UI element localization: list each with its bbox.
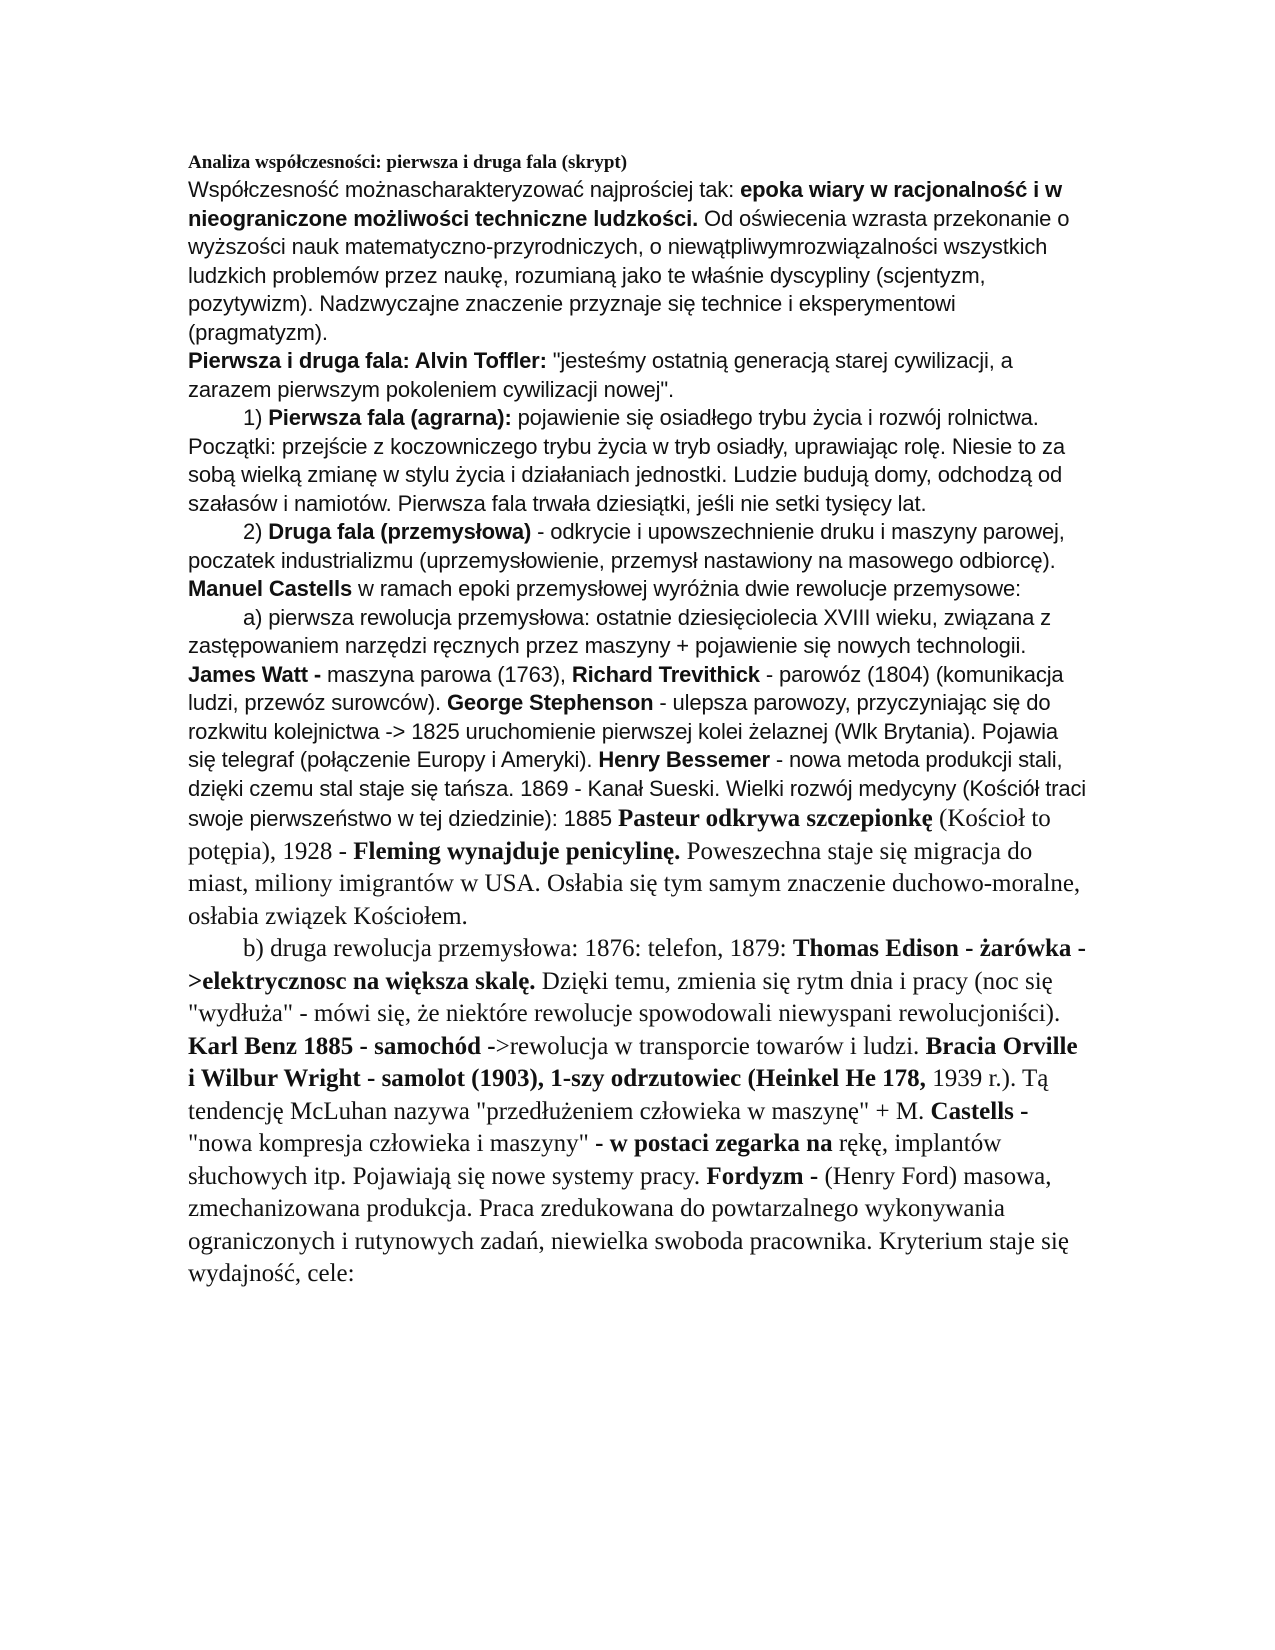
text-run: Poweszechna staje się migracja do miast, miliony imigrantów w USA. Osłabia się tym samym znaczenie duchowo-moralne, osłabia związek Kościołem. [188,837,1081,930]
bold-run: Pierwsza i druga fala: Alvin Toffler: [188,348,547,373]
bold-run: Pierwsza fala (agrarna): [268,405,512,430]
document-title: Analiza współczesności: pierwsza i druga fala (skrypt) [188,152,628,173]
bold-run: - w postaci zegarka na [595,1130,833,1157]
text-run: "nowa kompresja człowieka i maszyny" [188,1130,596,1157]
bold-run: Pasteur odkrywa szczepionkę [617,805,933,832]
text-run: >rewolucja w transporcie towarów i ludzi. [495,1032,926,1060]
paragraph-second-wave [188,518,1088,604]
list-number: 2) [243,519,269,544]
list-number: 1) [243,405,269,430]
bold-run: Bracia Orville i Wilbur Wright - samolot (1903), 1-szy odrzutowiec (Heinkel He 178, [188,1032,1078,1092]
bold-run: Thomas Edison - żarówka ->elektrycznosc na większa skalę. [188,935,1086,995]
text-run: 1939 r.). Tą tendencję McLuhan nazywa "przedłużeniem człowieka w maszynę" + M. [188,1065,1049,1125]
text-run: a) pierwsza rewolucja przemysłowa: ostatnie dziesięciolecia XVIII wieku, związana z zastępowaniem narzędzi ręcznych przez maszyny + pojawienie się nowych technologii. [188,604,1052,658]
bold-run: Karl Benz 1885 - samochód - [188,1032,496,1060]
bold-run: James Watt - [188,661,322,687]
text-run: w ramach epoki przemysłowej wyróżnia dwie rewolucje przemysowe: [352,576,1022,601]
text-run: "jesteśmy ostatnią generacją starej cywilizacji, a zarazem pierwszym pokoleniem cywilizacji nowej". [188,348,1013,402]
bold-run: Manuel Castells [188,576,353,601]
bold-run: Castells - [930,1097,1029,1125]
bold-run: George Stephenson [446,690,654,715]
paragraph-first-wave [188,404,1088,518]
bold-run: Henry Bessemer [598,747,770,772]
text-run: maszyna parowa (1763), [321,661,572,687]
text-run: Dzięki temu, zmienia się rytm dnia i pracy (noc się "wydłuża" - mówi się, że niektóre rewolucje spowodowali niewyspani rewolucjoniści). [188,967,1061,1027]
document-body [188,150,1088,1291]
text-run: (Kościoł to potępia), 1928 - [188,805,1051,865]
text-run: b) druga rewolucja przemysłowa: 1876: telefon, 1879: [243,935,793,962]
text-run: - nowa metoda produkcji stali, dzięki czemu stal staje się tańsza. 1869 - Kanał Sueski. Wielki rozwój medycyny (Kościół traci swoje pierwszeństwo w tej dziedzinie): 1885 [188,747,1087,831]
paragraph-toffler [188,347,1088,404]
text-run: Współczesność możnascharakteryzować najprościej tak: [188,177,741,202]
text-run: (Henry Ford) masowa, zmechanizowana produkcja. Praca zredukowana do powtarzalnego wykonywania ograniczonych i rutynowych zadań, niewielka swoboda pracownika. Kryterium staje się wydajność, cele: [188,1162,1069,1287]
paragraph-second-industrial-revolution [188,933,1088,1291]
text-run: - odkrycie i upowszechnienie druku i maszyny parowej, poczatek industrializmu (uprzemysłowienie, przemysł nastawiony na masowego odbiorcę). [188,519,1065,573]
bold-run: Fleming wynajduje penicylinę. [353,837,681,865]
paragraph-modernity-intro [188,176,1088,347]
bold-run: Fordyzm - [706,1162,819,1190]
text-run: - parowóz (1804) (komunikacja ludzi, przewóz surowców). [188,661,1064,715]
text-run: rękę, implantów słuchowych itp. Pojawiają się nowe systemy pracy. [188,1130,1002,1190]
text-run: - ulepsza parowozy, przyczyniając się do rozkwitu kolejnictwa -> 1825 uruchomienie pierwszej kolei żelaznej (Wlk Brytania). Pojawia się telegraf (połączenie Europy i Ameryki). [188,690,1058,772]
text-run: pojawienie się osiadłego trybu życia i rozwój rolnictwa. Początki: przejście z koczowniczego trybu życia w tryb osiadły, uprawiając rolę. Niesie to za sobą wielką zmianę w stylu życia i działaniach jednostki. Ludzie budują domy, odchodzą od szałasów i namiotów. Pierwsza fala trwała dziesiątki, jeśli nie setki tysięcy lat. [188,405,1065,516]
bold-run: Richard Trevithick [571,661,760,687]
bold-run: Druga fala (przemysłowa) [268,519,532,544]
bold-run: epoka wiary w racjonalność i w nieograniczone możliwości techniczne ludzkości. [188,177,1063,231]
text-run: Od oświecenia wzrasta przekonanie o wyższości nauk matematyczno-przyrodniczych, o niewątpliwymrozwiązalności wszystkich ludzkich problemów przez naukę, rozumianą jako te właśnie dyscypliny (scjentyzm, pozytywizm). Nadzwyczajne znaczenie przyznaje się technice i eksperymentowi (pragmatyzm). [188,205,1070,345]
paragraph-first-industrial-revolution [188,604,1088,934]
